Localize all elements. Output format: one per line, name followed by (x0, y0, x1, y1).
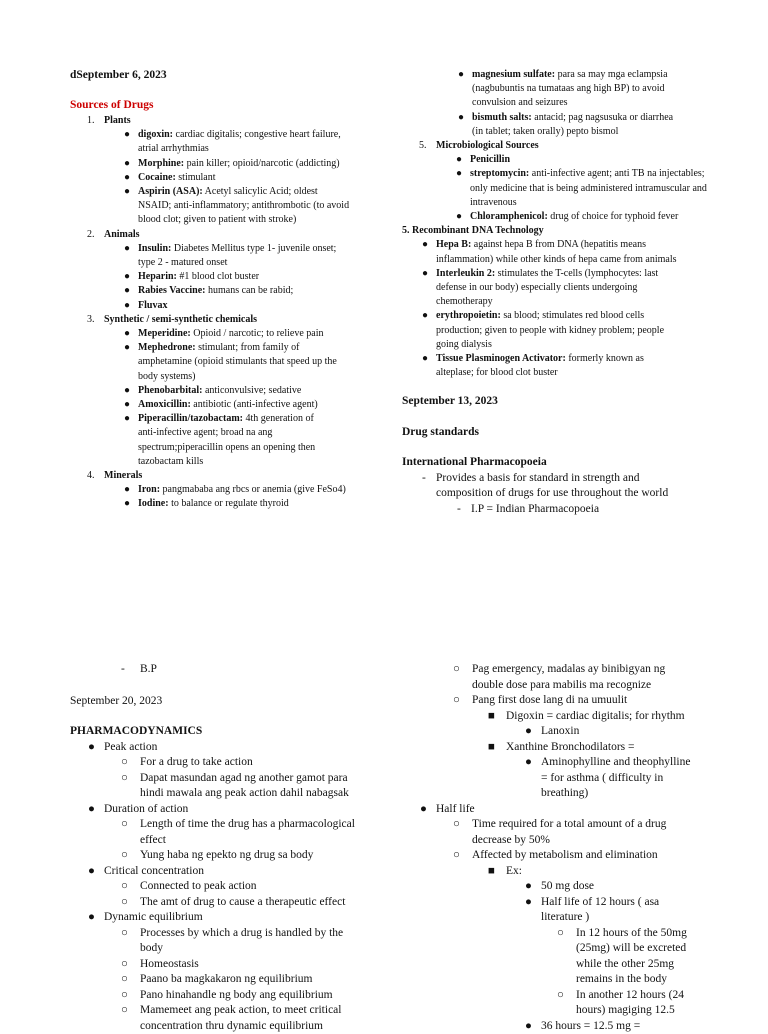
peak-action-continued (402, 662, 732, 1034)
bullet-text: Critical concentration (104, 864, 380, 880)
bullet-text: Morphine: pain killer; opioid/narcotic (addicting) (138, 157, 390, 171)
numbered-heading (104, 114, 390, 128)
bullet-item (138, 242, 390, 270)
bullet-text: Connected to peak action (140, 879, 380, 895)
bullet-cont: alteplase; for blood clot buster (436, 366, 732, 380)
bullet-marker: ● (124, 384, 130, 398)
bullet-text: erythropoietin: sa blood; stimulates red blood cells (436, 309, 732, 323)
bullet-text: Processes by which a drug is handled by the (140, 926, 380, 942)
bullet-item (138, 171, 390, 185)
bullet-term: Cocaine: (138, 172, 176, 183)
bullet-item (140, 817, 380, 848)
bottom-right-column (402, 662, 732, 1034)
bullet-marker: ○ (557, 988, 564, 1004)
bullet-cont: (in tablet; taken orally) pepto bismol (472, 125, 732, 139)
bottom-left-column (70, 662, 380, 1034)
bullet-item (472, 693, 732, 709)
bullet-text: Iodine: to balance or regulate thyroid (138, 497, 390, 511)
bullet-text: Digoxin = cardiac digitalis; for rhythm (506, 709, 732, 725)
bullet-cont: body (140, 941, 380, 957)
bullet-marker: ● (124, 128, 130, 142)
bullet-marker: ● (422, 352, 428, 366)
number-marker: 3. (87, 313, 95, 327)
bullet-text: Aspirin (ASA): Acetyl salicylic Acid; oldest (138, 185, 390, 199)
pharmacodynamics-list (70, 740, 380, 1034)
bullet-term: Tissue Plasminogen Activator: (436, 353, 566, 364)
bullet-cont: concentration thru dynamic equilibrium (140, 1019, 380, 1034)
sources-heading: Sources of Drugs (70, 98, 390, 114)
bullet-item (138, 270, 390, 284)
bullet-marker: ● (88, 910, 95, 926)
bullet-cont: intravenous (470, 196, 732, 210)
bullet-marker: ○ (121, 817, 128, 833)
bullet-marker: ■ (488, 740, 495, 756)
numbered-heading (104, 228, 390, 242)
numbered-label: Minerals (104, 470, 142, 481)
bullet-text: Ex: (506, 864, 732, 880)
bullet-text: Peak action (104, 740, 380, 756)
bullet-text: magnesium sulfate: para sa may mga eclampsia (472, 68, 732, 82)
bullet-item (541, 879, 732, 895)
bullet-text: Hepa B: against hepa B from DNA (hepatitis means (436, 238, 732, 252)
bullet-cont: atrial arrhythmias (138, 142, 390, 156)
bullet-marker: ○ (121, 1003, 128, 1019)
dash-item-text: Provides a basis for standard in strength and (436, 471, 732, 487)
top-right-column (402, 68, 732, 517)
numbered-heading (436, 139, 732, 153)
bullet-cont: defense in our body) especially clients undergoing (436, 281, 732, 295)
bullet-cont: hindi mawala ang peak action dahil nabagsak (140, 786, 380, 802)
bullet-marker: ● (88, 802, 95, 818)
bullet-text: 50 mg dose (541, 879, 732, 895)
bullet-item (470, 167, 732, 210)
bullet-marker: ■ (488, 864, 495, 880)
bullet-marker: ○ (453, 848, 460, 864)
bullet-item (436, 352, 732, 380)
bullet-marker: ● (456, 167, 462, 181)
bullet-marker: ● (124, 157, 130, 171)
bullet-cont: type 2 - matured onset (138, 256, 390, 270)
bullet-marker: ● (88, 740, 95, 756)
bullet-item (140, 957, 380, 973)
intl-pharmacopoeia-heading: International Pharmacopoeia (402, 455, 732, 471)
bullet-item (140, 926, 380, 957)
bullet-marker: ○ (121, 957, 128, 973)
bullet-item (138, 341, 390, 384)
numbered-heading (104, 313, 390, 327)
bullet-cont: = for asthma ( difficulty in (541, 771, 732, 787)
bullet-marker: ○ (453, 662, 460, 678)
bullet-cont: effect (140, 833, 380, 849)
bullet-text: Paano ba magkakaron ng equilibrium (140, 972, 380, 988)
bullet-text: Dapat masundan agad ng another gamot para (140, 771, 380, 787)
bullet-item (470, 153, 732, 167)
bullet-item (472, 111, 732, 139)
bullet-item (138, 327, 390, 341)
bullet-text: 36 hours = 12.5 mg = (541, 1019, 732, 1034)
numbered-label: Animals (104, 229, 140, 240)
bullet-marker: ■ (488, 709, 495, 725)
bullet-marker: ○ (121, 771, 128, 787)
bullet-text: The amt of drug to cause a therapeutic effect (140, 895, 380, 911)
bullet-marker: ● (124, 483, 130, 497)
bullet-item (104, 802, 380, 818)
bullet-text (470, 153, 732, 167)
bullet-text: digoxin: cardiac digitalis; congestive heart failure, (138, 128, 390, 142)
bullet-text: Phenobarbital: anticonvulsive; sedative (138, 384, 390, 398)
bullet-term: Penicillin (470, 154, 510, 165)
bullet-text: Iron: pangmababa ang rbcs or anemia (give FeSo4) (138, 483, 390, 497)
bullet-item (140, 755, 380, 771)
bullet-term: Iodine: (138, 498, 169, 509)
bullet-text (138, 299, 390, 313)
bullet-text: Tissue Plasminogen Activator: formerly known as (436, 352, 732, 366)
bullet-marker: ● (422, 238, 428, 252)
bullet-item (138, 299, 390, 313)
bullet-term: Mephedrone: (138, 342, 196, 353)
numbered-heading (104, 469, 390, 483)
bullet-item (472, 817, 732, 848)
bullet-term: Piperacillin/tazobactam: (138, 413, 243, 424)
bullet-cont: body systems) (138, 370, 390, 384)
bullet-item (138, 497, 390, 511)
bullet-cont: blood clot; given to patient with stroke) (138, 213, 390, 227)
bullet-term: Phenobarbital: (138, 385, 202, 396)
bullet-item (472, 662, 732, 693)
bp-dash-item: - B.P (140, 662, 380, 678)
bullet-text: Interleukin 2: stimulates the T-cells (lymphocytes: last (436, 267, 732, 281)
bullet-term: Insulin: (138, 243, 171, 254)
bullet-marker: ● (456, 210, 462, 224)
bullet-marker: ● (124, 270, 130, 284)
bullet-text: Half life of 12 hours ( asa (541, 895, 732, 911)
bullet-text: In 12 hours of the 50mg (576, 926, 732, 942)
bullet-marker: ○ (121, 972, 128, 988)
bullet-term: Meperidine: (138, 328, 191, 339)
number-marker: 5. (419, 139, 427, 153)
bullet-term: Rabies Vaccine: (138, 285, 206, 296)
bullet-text: In another 12 hours (24 (576, 988, 732, 1004)
bullet-term: magnesium sulfate: (472, 69, 555, 80)
bullet-text: Homeostasis (140, 957, 380, 973)
bullet-term: bismuth salts: (472, 112, 532, 123)
bullet-marker: ○ (557, 926, 564, 942)
bullet-term: Iron: (138, 484, 160, 495)
bullet-text: Cocaine: stimulant (138, 171, 390, 185)
bullet-item (576, 988, 732, 1019)
bullet-cont: only medicine that is being administered intramuscular and (470, 182, 732, 196)
recombinant-heading: 5. Recombinant DNA Technology (402, 224, 732, 238)
number-marker: 2. (87, 228, 95, 242)
bullet-cont: (25mg) will be excreted (576, 941, 732, 957)
bullet-term: Chloramphenicol: (470, 211, 548, 222)
bullet-cont: production; given to people with kidney problem; people (436, 324, 732, 338)
bullet-item (138, 128, 390, 156)
bullet-marker: ● (124, 299, 130, 313)
bullet-text: Insulin: Diabetes Mellitus type 1- juvenile onset; (138, 242, 390, 256)
numbered-label: Plants (104, 115, 131, 126)
bp-text: B.P (140, 663, 157, 675)
bullet-term: Amoxicillin: (138, 399, 191, 410)
bullet-item (138, 384, 390, 398)
number-marker: 1. (87, 114, 95, 128)
bullet-item (140, 879, 380, 895)
dash-item-text-cont: composition of drugs for use throughout the world (436, 486, 732, 502)
bullet-marker: ● (420, 802, 427, 818)
bullet-cont: going dialysis (436, 338, 732, 352)
bullet-text: Meperidine: Opioid / narcotic; to relieve pain (138, 327, 390, 341)
bullet-text: Heparin: #1 blood clot buster (138, 270, 390, 284)
date-heading-2: September 13, 2023 (402, 394, 732, 410)
bullet-text: Lanoxin (541, 724, 732, 740)
sources-list (70, 114, 390, 512)
bullet-marker: ● (124, 171, 130, 185)
bullet-item (140, 1003, 380, 1034)
bullet-item (138, 483, 390, 497)
bullet-cont: (nagbubuntis na tumataas ang high BP) to avoid (472, 82, 732, 96)
bullet-text: Affected by metabolism and elimination (472, 848, 732, 864)
bullet-text: Yung haba ng epekto ng drug sa body (140, 848, 380, 864)
bullet-marker: ● (525, 755, 532, 771)
bullet-marker: ● (124, 398, 130, 412)
bullet-marker: ● (124, 185, 130, 199)
bullet-term: erythropoietin: (436, 310, 501, 321)
bullet-text: Aminophylline and theophylline (541, 755, 732, 771)
bullet-item (104, 864, 380, 880)
bullet-cont: breathing) (541, 786, 732, 802)
bullet-marker: ● (422, 309, 428, 323)
drug-standards-heading: Drug standards (402, 425, 732, 441)
bullet-marker: ● (458, 68, 464, 82)
bullet-text: bismuth salts: antacid; pag nagsusuka or diarrhea (472, 111, 732, 125)
bullet-item (138, 412, 390, 469)
bullet-text: Mephedrone: stimulant; from family of (138, 341, 390, 355)
date-heading: dSeptember 6, 2023 (70, 68, 390, 84)
bullet-marker: ○ (121, 755, 128, 771)
bullet-item (541, 724, 732, 740)
bullet-cont: convulsion and seizures (472, 96, 732, 110)
bullet-term: Interleukin 2: (436, 268, 495, 279)
bullet-marker: ● (456, 153, 462, 167)
bullet-cont: inflammation) while other kinds of hepa came from animals (436, 253, 732, 267)
bullet-cont: NSAID; anti-inflammatory; antithrombotic (to avoid (138, 199, 390, 213)
bullet-item (472, 68, 732, 111)
bullet-item (104, 910, 380, 926)
bullet-item (576, 926, 732, 988)
bullet-item (541, 895, 732, 926)
bullet-item (104, 740, 380, 756)
bullet-term: Fluvax (138, 300, 167, 311)
bullet-cont: tazobactam kills (138, 455, 390, 469)
bullet-text: Chloramphenicol: drug of choice for typhoid fever (470, 210, 732, 224)
bullet-item (140, 895, 380, 911)
bullet-item (140, 972, 380, 988)
bullet-cont: spectrum;piperacillin opens an opening then (138, 441, 390, 455)
bullet-item (436, 309, 732, 352)
bullet-term: Aspirin (ASA): (138, 186, 203, 197)
bullet-item (436, 238, 732, 266)
date-heading-3: September 20, 2023 (70, 694, 380, 710)
bullet-item (506, 864, 732, 880)
bullet-marker: ○ (121, 879, 128, 895)
bullet-text: Rabies Vaccine: humans can be rabid; (138, 284, 390, 298)
bullet-item (472, 848, 732, 864)
bullet-text: Pang first dose lang di na umuulit (472, 693, 732, 709)
bullet-term: Morphine: (138, 158, 184, 169)
bullet-marker: ○ (121, 926, 128, 942)
bullet-cont: remains in the body (576, 972, 732, 988)
bullet-cont: amphetamine (opioid stimulants that speed up the (138, 355, 390, 369)
bullet-text: Dynamic equilibrium (104, 910, 380, 926)
bullet-marker: ○ (121, 848, 128, 864)
bullet-marker: ○ (453, 817, 460, 833)
bullet-marker: ● (525, 895, 532, 911)
numbered-label: Synthetic / semi-synthetic chemicals (104, 314, 257, 325)
bullet-text: Amoxicillin: antibiotic (anti-infective agent) (138, 398, 390, 412)
bullet-text: Xanthine Bronchodilators = (506, 740, 732, 756)
bullet-text: Length of time the drug has a pharmacological (140, 817, 380, 833)
bullet-cont: hours) magiging 12.5 (576, 1003, 732, 1019)
bullet-item (541, 755, 732, 802)
dash-subitem: - I.P = Indian Pharmacopoeia (471, 502, 732, 518)
bullet-marker: ● (124, 284, 130, 298)
bullet-marker: ● (525, 724, 532, 740)
bullet-text: Time required for a total amount of a drug (472, 817, 732, 833)
bullet-marker: ● (525, 879, 532, 895)
bullet-item (140, 771, 380, 802)
bullet-item (470, 210, 732, 224)
bullet-marker: ○ (121, 988, 128, 1004)
bullet-text: For a drug to take action (140, 755, 380, 771)
bullet-marker: ● (124, 327, 130, 341)
bullet-marker: ● (88, 864, 95, 880)
dash-item: - Provides a basis for standard in strength and composition of drugs for use throughout the world (436, 471, 732, 502)
bullet-item (138, 398, 390, 412)
sources-list-continued (402, 68, 732, 380)
pharmacodynamics-heading: PHARMACODYNAMICS (70, 724, 380, 740)
bullet-item (436, 802, 732, 818)
bullet-cont: literature ) (541, 910, 732, 926)
bullet-term: digoxin: (138, 129, 173, 140)
numbered-label: Microbiological Sources (436, 140, 539, 151)
bullet-cont: anti-infective agent; broad na ang (138, 426, 390, 440)
bullet-item (138, 185, 390, 228)
top-left-column (70, 68, 390, 512)
bullet-text: Duration of action (104, 802, 380, 818)
bullet-marker: ● (458, 111, 464, 125)
bullet-marker: ● (124, 412, 130, 426)
bullet-cont: chemotherapy (436, 295, 732, 309)
bullet-item (436, 267, 732, 310)
bullet-term: Heparin: (138, 271, 177, 282)
bullet-marker: ○ (453, 693, 460, 709)
bullet-marker: ● (422, 267, 428, 281)
bullet-item (506, 740, 732, 756)
bullet-marker: ○ (121, 895, 128, 911)
bullet-item (140, 988, 380, 1004)
bullet-item (138, 157, 390, 171)
bullet-item (541, 1019, 732, 1034)
bullet-item (138, 284, 390, 298)
bullet-cont: while the other 25mg (576, 957, 732, 973)
bullet-cont: double dose para mabilis ma recognize (472, 678, 732, 694)
bullet-text: streptomycin: anti-infective agent; anti TB na injectables; (470, 167, 732, 181)
bullet-item (506, 709, 732, 725)
bullet-marker: ● (124, 497, 130, 511)
bullet-item (140, 848, 380, 864)
number-marker: 4. (87, 469, 95, 483)
bullet-text: Half life (436, 802, 732, 818)
bullet-text: Mamemeet ang peak action, to meet critical (140, 1003, 380, 1019)
bullet-text: Pag emergency, madalas ay binibigyan ng (472, 662, 732, 678)
dash-subitem-text: I.P = Indian Pharmacopoeia (471, 502, 732, 518)
bullet-cont: decrease by 50% (472, 833, 732, 849)
bullet-term: streptomycin: (470, 168, 529, 179)
bullet-term: Hepa B: (436, 239, 471, 250)
bullet-text: Piperacillin/tazobactam: 4th generation of (138, 412, 390, 426)
bullet-marker: ● (525, 1019, 532, 1034)
bullet-text: Pano hinahandle ng body ang equilibrium (140, 988, 380, 1004)
bullet-marker: ● (124, 341, 130, 355)
bullet-marker: ● (124, 242, 130, 256)
